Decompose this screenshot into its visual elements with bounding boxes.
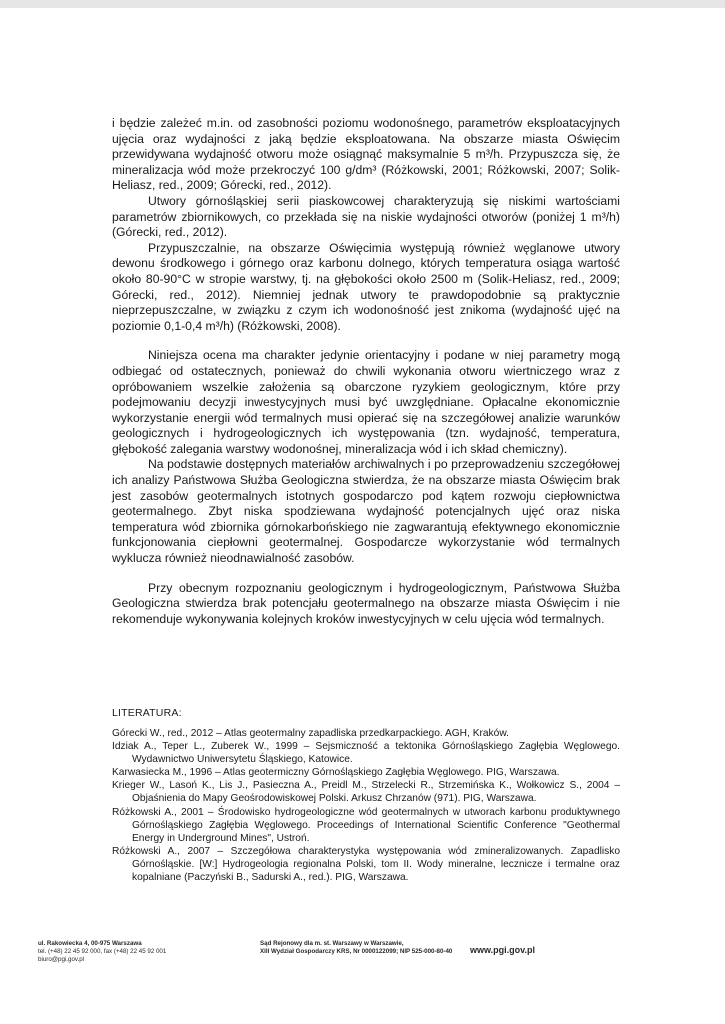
reference-item: Różkowski A., 2007 – Szczegółowa charakterystyka występowania wód zmineralizowanych. Zapadlisko Górnośląskie. [W:] Hydrogeologia regionalna Polski, tom II. Wody mineralne, lecznicze i termalne oraz kopalniane (Paczyński B., Sadurski A., red.). PIG, Warszawa. (112, 845, 620, 884)
footer-website: www.pgi.gov.pl (470, 945, 535, 955)
reference-item: Krieger W., Lasoń K., Lis J., Pasieczna A., Preidl M., Strzelecki R., Strzemińska K., Wołkowicz S., 2004 – Objaśnienia do Mapy Geośrodowiskowej Polski. Arkusz Chrzanów (971). PIG, Warszawa. (112, 780, 620, 805)
reference-item: Górecki W., red., 2012 – Atlas geotermalny zapadliska przedkarpackiego. AGH, Kraków. (112, 728, 509, 739)
document-body (112, 116, 620, 627)
paragraph-5: Na podstawie dostępnych materiałów archiwalnych i po przeprowadzeniu szczegółowej ich analizy Państwowa Służba Geologiczna stwierdza, że na obszarze miasta Oświęcim brak jest zasobów geotermalnych istotnych gospodarczo pod kątem rozwoju ciepłownictwa geotermalnego. Zbyt niska spodziewana wydajność potencjalnych ujęć oraz niska temperatura wód zbiornika górnokarbońskiego nie zagwarantują efektywnego ekonomicznie funkcjonowania ciepłowni geotermalnej. Gospodarcze wykorzystanie wód termalnych wyklucza również nieodnawialność zasobów. (112, 457, 620, 566)
footer-registry-krs: XIII Wydział Gospodarczy KRS, Nr 0000122099; NIP 525-000-80-40 (260, 948, 453, 955)
reference-list (112, 727, 620, 884)
footer-registry-court: Sąd Rejonowy dla m. st. Warszawy w Warszawie, (260, 940, 404, 947)
footer-address-street: ul. Rakowiecka 4, 00-975 Warszawa (38, 940, 142, 947)
page-footer (0, 940, 725, 980)
footer-address (38, 940, 198, 964)
paragraph-1: i będzie zależeć m.in. od zasobności poziomu wodonośnego, parametrów eksploatacyjnych ujęcia oraz wydajności z jaką będzie eksploatowana. Na obszarze miasta Oświęcim przewidywana wydajność otworu może osiągnąć maksymalnie 5 m³/h. Przypuszcza się, że mineralizacja wód może przekroczyć 100 g/dm³ (Różkowski, 2001; Różkowski, 2007; Solik-Heliasz, red., 2009; Górecki, red., 2012). (112, 116, 620, 193)
reference-item: Karwasiecka M., 1996 – Atlas geotermiczny Górnośląskiego Zagłębia Węglowego. PIG, Warszawa. (112, 767, 560, 779)
literature-heading: LITERATURA: (112, 707, 182, 719)
paragraph-6: Przy obecnym rozpoznaniu geologicznym i hydrogeologicznym, Państwowa Służba Geologiczna stwierdza brak potencjału geotermalnego na obszarze miasta Oświęcim i nie rekomenduje wykonywania kolejnych kroków inwestycyjnych w celu ujęcia wód termalnych. (112, 580, 620, 626)
footer-address-phone: tel. (+48) 22 45 92 000, fax (+48) 22 45 92 001 (38, 948, 167, 955)
scan-edge (0, 0, 725, 8)
paragraph-3: Przypuszczalnie, na obszarze Oświęcimia występują również węglanowe utwory dewonu środkowego i górnego oraz karbonu dolnego, których temperatura osiąga wartość około 80-90°C w stropie warstwy, tj. na głębokości około 2500 m (Solik-Heliasz, red., 2009; Górecki, red., 2012). Niemniej jednak utwory te prawdopodobnie są praktycznie nieprzepuszczalne, w związku z czym ich wodonośność jest znikoma (wydajność ujęć na poziomie 0,1-0,4 m³/h) (Różkowski, 2008). (112, 240, 620, 333)
footer-registry (260, 940, 460, 956)
reference-item: Idziak A., Teper L., Zuberek W., 1999 – Sejsmiczność a tektonika Górnośląskiego Zagłębia Węglowego. Wydawnictwo Uniwersytetu Śląskiego, Katowice. (112, 741, 620, 766)
footer-address-email: biuro@pgi.gov.pl (38, 956, 85, 963)
paragraph-2: Utwory górnośląskiej serii piaskowcowej charakteryzują się niskimi wartościami parametrów zbiornikowych, co przekłada się na niskie wydajności otworów (poniżej 1 m³/h) (Górecki, red., 2012). (112, 193, 620, 240)
reference-item: Różkowski A., 2001 – Środowisko hydrogeologiczne wód geotermalnych w utworach karbonu produktywnego Górnośląskiego Zagłębia Węglowego. Proceedings of International Scientific Conference "Geothermal Energy in Underground Mines", Ustroń. (112, 806, 620, 844)
paragraph-4: Niniejsza ocena ma charakter jedynie orientacyjny i podane w niej parametry mogą odbiegać od ostatecznych, ponieważ do chwili wykonania otworu wiertniczego wraz z opróbowaniem wszelkie założenia są obarczone ryzykiem geologicznym, które przy podejmowaniu decyzji inwestycyjnych musi być uwzględniane. Opłacalne ekonomicznie wykorzystanie energii wód termalnych musi opierać się na szczegółowej analizie warunków geologicznych i hydrogeologicznych ich występowania (tzn. wydajność, temperatura, głębokość zalegania warstwy wodonośnej, mineralizacja wód i ich skład chemiczny). (112, 348, 620, 456)
